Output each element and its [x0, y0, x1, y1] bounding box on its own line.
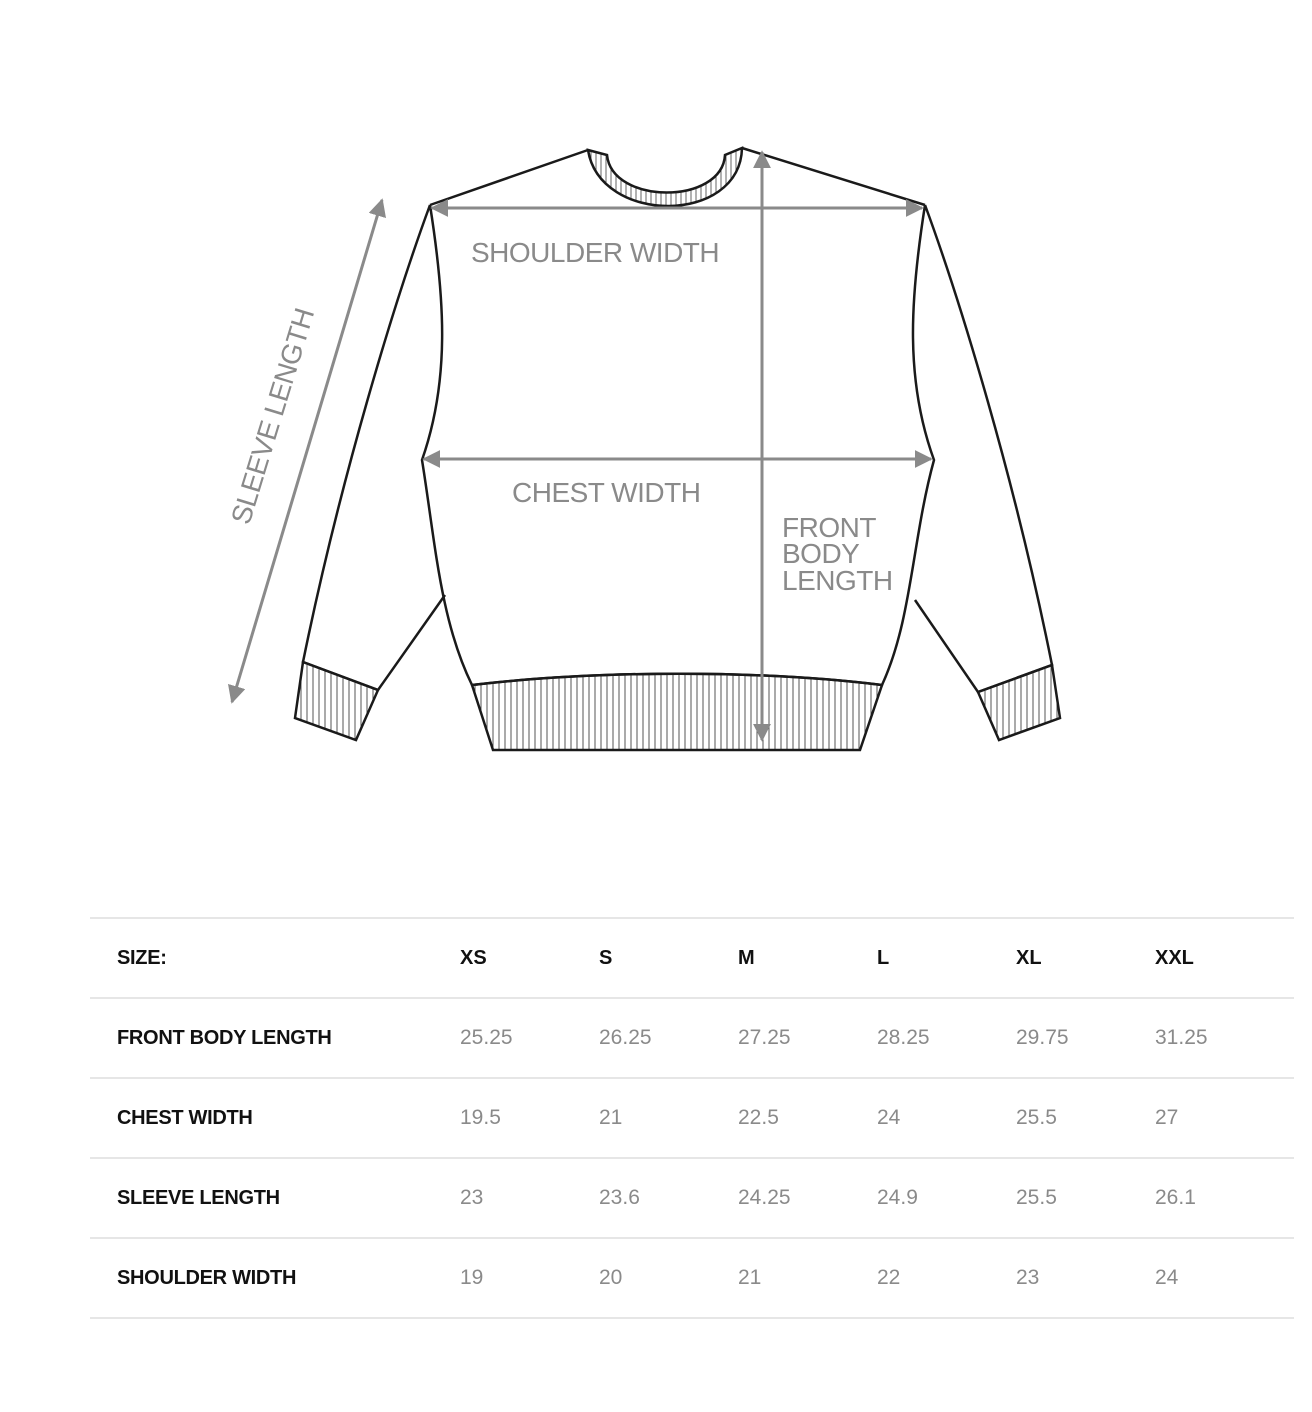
table-cell: 25.25	[460, 998, 599, 1078]
table-cell: 24	[1155, 1238, 1294, 1318]
table-row	[90, 1078, 1294, 1158]
table-cell: 29.75	[1016, 998, 1155, 1078]
right-sleeve	[915, 205, 1052, 692]
size-column-header: S	[599, 918, 738, 998]
table-cell: 28.25	[877, 998, 1016, 1078]
table-cell: 26.1	[1155, 1158, 1294, 1238]
table-cell: 31.25	[1155, 998, 1294, 1078]
size-column-header: M	[738, 918, 877, 998]
row-label: SHOULDER WIDTH	[90, 1238, 460, 1318]
table-cell: 21	[738, 1238, 877, 1318]
table-row	[90, 1158, 1294, 1238]
row-label: CHEST WIDTH	[90, 1078, 460, 1158]
table-cell: 24.9	[877, 1158, 1016, 1238]
left-sleeve	[303, 205, 445, 690]
table-cell: 19.5	[460, 1078, 599, 1158]
neck-rib	[588, 148, 742, 206]
table-cell: 25.5	[1016, 1078, 1155, 1158]
table-cell: 27	[1155, 1078, 1294, 1158]
row-label: FRONT BODY LENGTH	[90, 998, 460, 1078]
table-row	[90, 998, 1294, 1078]
row-label: SLEEVE LENGTH	[90, 1158, 460, 1238]
size-column-header: XS	[460, 918, 599, 998]
table-cell: 21	[599, 1078, 738, 1158]
chest-width-label: CHEST WIDTH	[512, 477, 701, 508]
sleeve-length-label: SLEEVE LENGTH	[225, 304, 321, 528]
size-column-header: XL	[1016, 918, 1155, 998]
size-column-header: L	[877, 918, 1016, 998]
size-header-label: SIZE:	[90, 918, 460, 998]
table-cell: 23	[460, 1158, 599, 1238]
table-cell: 22.5	[738, 1078, 877, 1158]
size-chart-table	[90, 917, 1294, 1319]
right-cuff	[978, 665, 1060, 740]
table-cell: 25.5	[1016, 1158, 1155, 1238]
hem-rib	[472, 674, 882, 750]
left-cuff	[295, 662, 378, 740]
table-cell: 27.25	[738, 998, 877, 1078]
table-cell: 26.25	[599, 998, 738, 1078]
table-cell: 23.6	[599, 1158, 738, 1238]
sweater-body	[422, 148, 934, 685]
table-cell: 19	[460, 1238, 599, 1318]
table-cell: 20	[599, 1238, 738, 1318]
table-cell: 24.25	[738, 1158, 877, 1238]
size-column-header: XXL	[1155, 918, 1294, 998]
table-cell: 24	[877, 1078, 1016, 1158]
table-row	[90, 1238, 1294, 1318]
table-cell: 23	[1016, 1238, 1155, 1318]
table-header-row	[90, 918, 1294, 998]
table-cell: 22	[877, 1238, 1016, 1318]
shoulder-width-label: SHOULDER WIDTH	[471, 237, 720, 268]
front-body-length-label: FRONT BODY LENGTH	[782, 512, 893, 596]
